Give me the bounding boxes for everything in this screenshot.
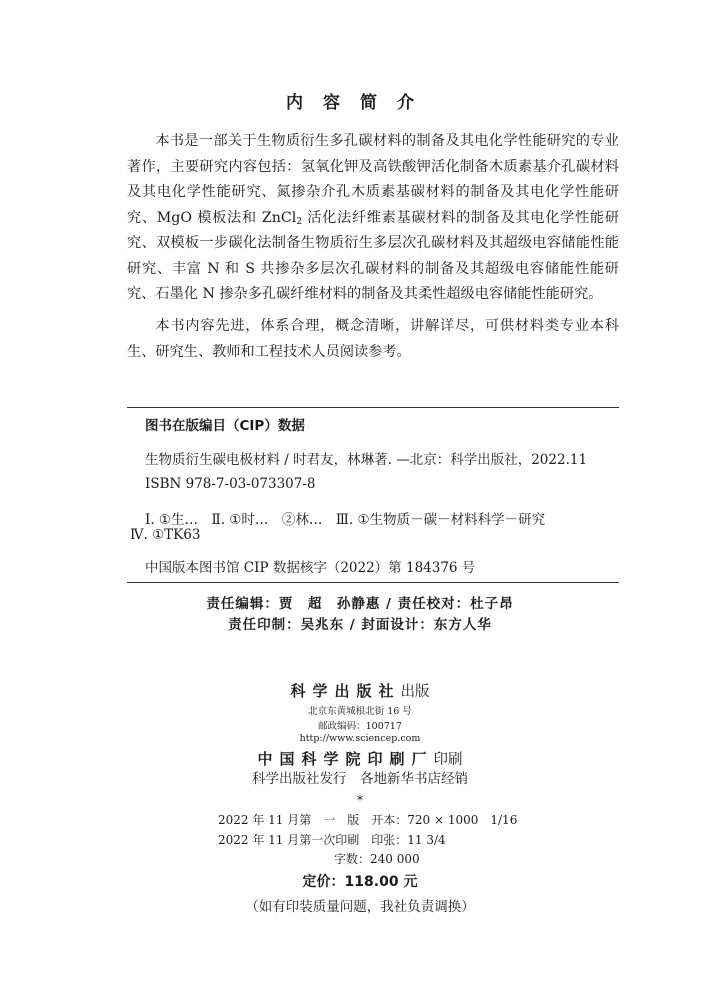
impression-line: 2022 年 11 月第一次印刷 印张：11 3/4 [218, 833, 446, 847]
cip-isbn: ISBN 978-7-03-073307-8 [145, 476, 316, 492]
publisher-website: http://www.sciencep.com [299, 733, 421, 744]
cip-heading: 图书在版编目（CIP）数据 [145, 418, 305, 434]
summary-paragraph-1-text-cont: 活化法纤维素基碳材料的制备及其电化学性能研究、双模板一步碳化法制备生物质衍生多层次孔碳材料及其超级电容储能性能研究、丰富 N 和 S 共掺杂多层次孔碳材料的制备及其超级电容储能性能研究、石墨化 N 掺杂多孔碳纤维材料的制备及其柔性超级电容储能性能研究。 [127, 209, 620, 302]
postal-code: 邮政编码：100717 [318, 721, 402, 732]
cip-classification-line-2: Ⅳ. ①TK63 [130, 527, 201, 543]
publisher-name: 科学出版社 [290, 682, 401, 700]
price: 定价：118.00 元 [302, 874, 418, 890]
cip-record-number: 中国版本图书馆 CIP 数据核字（2022）第 184376 号 [145, 560, 476, 576]
separator-star: * [357, 793, 363, 807]
edition-line: 2022 年 11 月第 一 版 开本：720 × 1000 1/16 [218, 813, 518, 827]
cip-bibliographic-line: 生物质衍生碳电极材料 / 时君友，林琳著. —北京：科学出版社，2022.11 [145, 452, 588, 468]
distribution-line: 科学出版社发行 各地新华书店经销 [252, 771, 468, 787]
summary-paragraph-1-text: 本书是一部关于生物质衍生多孔碳材料的制备及其电化学性能研究的专业著作，主要研究内容包括：氢氧化钾及高铁酸钾活化制备木质素基介孔碳材料及其电化学性能研究、氮掺杂介孔木质素基碳材料的制备及其电化学性能研究、MgO 模板法和 ZnCl [127, 133, 619, 226]
printer-name: 中国科学院印刷厂 [257, 750, 434, 768]
summary-paragraph-1 [127, 129, 619, 308]
cip-classification-line-1: Ⅰ. ①生… Ⅱ. ①时… ②林… Ⅲ. ①生物质－碳－材料科学－研究 [145, 512, 546, 528]
publisher-suffix: 出版 [400, 684, 430, 700]
publisher-line [0, 680, 720, 701]
production-credits: 责任印制：吴兆东 / 封面设计：东方人华 [228, 617, 492, 633]
publisher-address: 北京东黄城根北街 16 号 [308, 706, 412, 717]
printer-line [0, 748, 720, 769]
quality-notice: （如有印装质量问题，我社负责调换） [245, 899, 475, 915]
subscript-2: 2 [296, 216, 303, 227]
cip-bottom-divider [127, 582, 619, 583]
page-title: 内容简介 [286, 93, 434, 113]
cip-top-divider [127, 407, 619, 408]
summary-paragraph-2: 本书内容先进，体系合理，概念清晰，讲解详尽，可供材料类专业本科生、研究生、教师和工程技术人员阅读参考。 [127, 318, 619, 360]
word-count: 字数：240 000 [334, 852, 420, 866]
editor-credits: 责任编辑：贾 超 孙静惠 / 责任校对：杜子昂 [206, 596, 514, 612]
printer-suffix: 印刷 [433, 752, 463, 768]
